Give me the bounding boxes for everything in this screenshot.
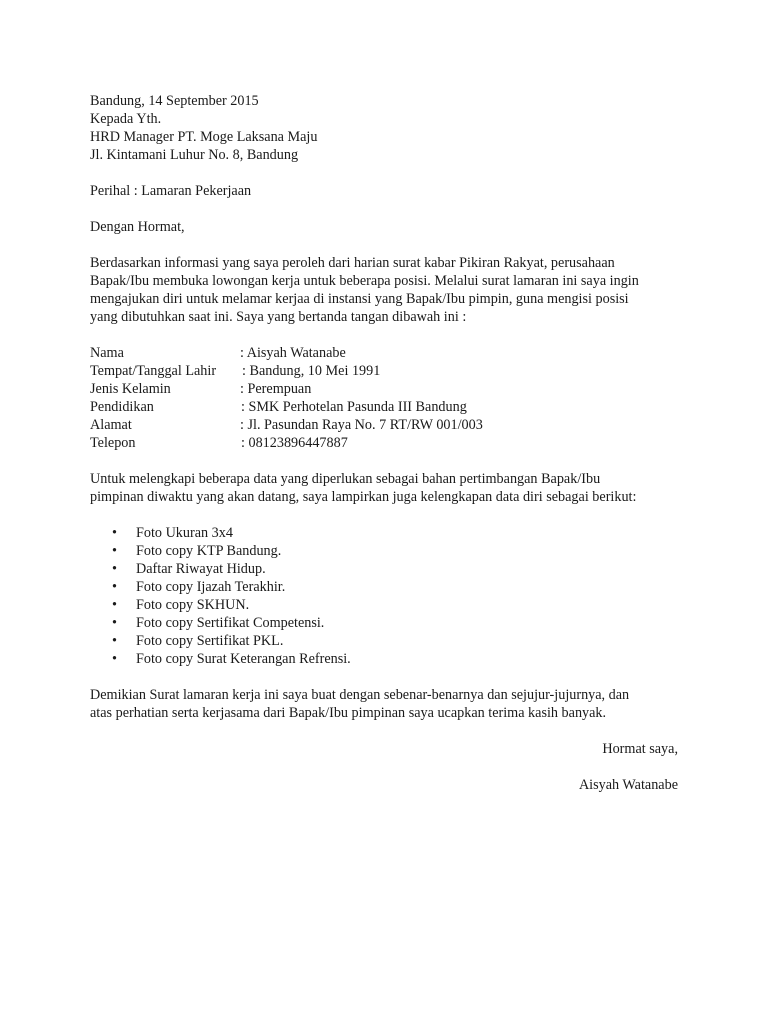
bullet-icon: •: [112, 543, 117, 559]
bullet-icon: •: [112, 597, 117, 613]
list-item-text: Foto copy Sertifikat PKL.: [136, 633, 284, 649]
attachment-intro-line: pimpinan diwaktu yang akan datang, saya lampirkan juga kelengkapan data diri sebagai berikut:: [90, 489, 637, 505]
field-label: Nama: [90, 345, 124, 361]
field-label: Telepon: [90, 435, 136, 451]
field-label: Jenis Kelamin: [90, 381, 171, 397]
attachment-intro-line: Untuk melengkapi beberapa data yang diperlukan sebagai bahan pertimbangan Bapak/Ibu: [90, 471, 601, 487]
list-item: [90, 524, 678, 542]
bullet-icon: •: [112, 651, 117, 667]
field-row-jenis-kelamin: [90, 380, 678, 398]
list-item: [90, 614, 678, 632]
list-item: [90, 542, 678, 560]
list-item-text: Foto copy Ijazah Terakhir.: [136, 579, 286, 595]
attachment-intro-paragraph: [90, 470, 678, 506]
field-value: : SMK Perhotelan Pasunda III Bandung: [241, 399, 467, 415]
field-row-nama: [90, 344, 678, 362]
list-item-text: Foto copy SKHUN.: [136, 597, 250, 613]
field-row-ttl: [90, 362, 678, 380]
list-item: [90, 650, 678, 668]
personal-data-table: [90, 344, 678, 452]
intro-line: mengajukan diri untuk melamar kerjaa di instansi yang Bapak/Ibu pimpin, guna mengisi posisi: [90, 291, 629, 307]
bullet-icon: •: [112, 615, 117, 631]
list-item: [90, 578, 678, 596]
field-row-pendidikan: [90, 398, 678, 416]
list-item: [90, 560, 678, 578]
signature-name: Aisyah Watanabe: [578, 777, 678, 793]
field-value: : 08123896447887: [241, 435, 348, 451]
intro-line: yang dibutuhkan saat ini. Saya yang bertanda tangan dibawah ini :: [90, 309, 467, 325]
list-item-text: Daftar Riwayat Hidup.: [136, 561, 266, 577]
closing-paragraph: [90, 686, 678, 722]
list-item-text: Foto Ukuran 3x4: [136, 525, 233, 541]
letter-page: [90, 92, 678, 794]
bullet-icon: •: [112, 561, 117, 577]
field-label: Alamat: [90, 417, 132, 433]
place-date: Bandung, 14 September 2015: [90, 93, 259, 109]
recipient-address: Jl. Kintamani Luhur No. 8, Bandung: [90, 147, 299, 163]
field-row-telepon: [90, 434, 678, 452]
field-value: : Perempuan: [240, 381, 312, 397]
closing-line: Demikian Surat lamaran kerja ini saya buat dengan sebenar-benarnya dan sejujur-jujurnya, dan: [90, 687, 630, 703]
list-item-text: Foto copy KTP Bandung.: [136, 543, 282, 559]
attachment-list: [90, 524, 678, 668]
bullet-icon: •: [112, 525, 117, 541]
bullet-icon: •: [112, 579, 117, 595]
recipient: HRD Manager PT. Moge Laksana Maju: [90, 129, 318, 145]
list-item: [90, 632, 678, 650]
intro-line: Berdasarkan informasi yang saya peroleh dari harian surat kabar Pikiran Rakyat, perusahaan: [90, 255, 615, 271]
list-item: [90, 596, 678, 614]
to-greeting: Kepada Yth.: [90, 111, 162, 127]
salutation: Dengan Hormat,: [90, 219, 185, 235]
subject-line: Perihal : Lamaran Pekerjaan: [90, 183, 252, 199]
field-label: Pendidikan: [90, 399, 154, 415]
field-value: : Bandung, 10 Mei 1991: [242, 363, 381, 379]
list-item-text: Foto copy Surat Keterangan Refrensi.: [136, 651, 351, 667]
bullet-icon: •: [112, 633, 117, 649]
intro-line: Bapak/Ibu membuka lowongan kerja untuk beberapa posisi. Melalui surat lamaran ini saya ingin: [90, 273, 639, 289]
signoff: Hormat saya,: [602, 741, 678, 757]
field-row-alamat: [90, 416, 678, 434]
field-value: : Aisyah Watanabe: [240, 345, 346, 361]
field-label: Tempat/Tanggal Lahir: [90, 363, 217, 379]
list-item-text: Foto copy Sertifikat Competensi.: [136, 615, 325, 631]
intro-paragraph: [90, 254, 678, 326]
closing-line: atas perhatian serta kerjasama dari Bapak/Ibu pimpinan saya ucapkan terima kasih banyak.: [90, 705, 607, 721]
field-value: : Jl. Pasundan Raya No. 7 RT/RW 001/003: [240, 417, 483, 433]
